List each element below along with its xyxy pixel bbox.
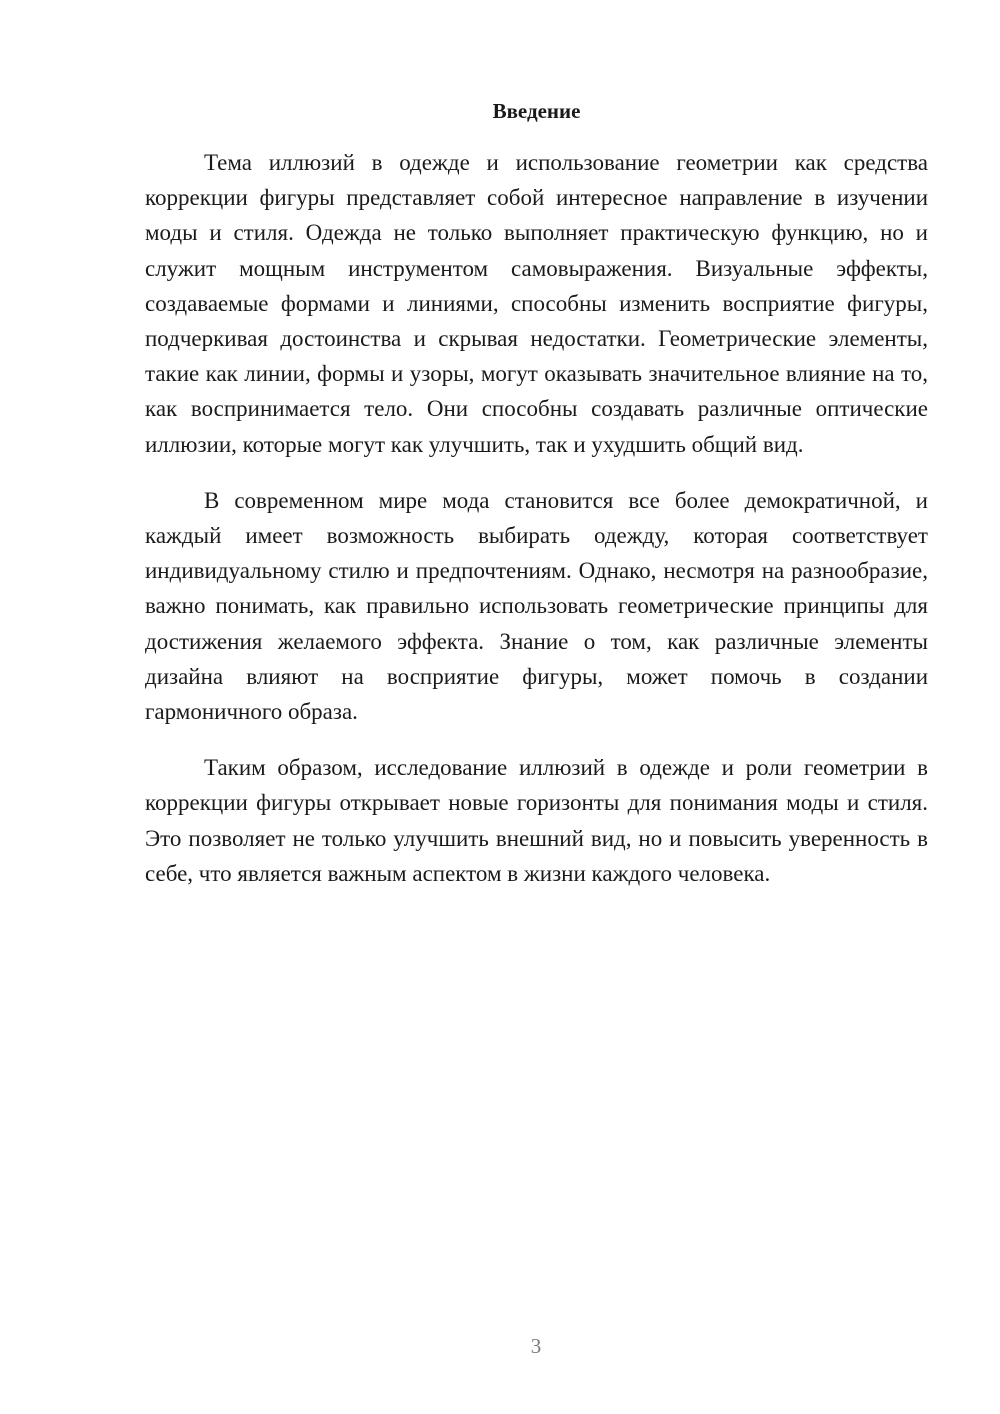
paragraph-2: В современном мире мода становится все более демократичной, и каждый имеет возможность выбирать одежду, которая соответствует индивидуальному стилю и предпочтениям. Однако, несмотря на разнообразие, важно понимать, как правильно использовать геометрические принципы для достижения желаемого эффекта. Знание о том, как различные элементы дизайна влияют на восприятие фигуры, может помочь в создании гармоничного образа. <box>145 487 928 725</box>
page-number: 3 <box>530 1334 542 1358</box>
paragraph-3: Таким образом, исследование иллюзий в одежде и роли геометрии в коррекции фигуры открывает новые горизонты для понимания моды и стиля. Это позволяет не только улучшить внешний вид, но и повысить уверенность в себе, что является важным аспектом в жизни каждого человека. <box>145 755 928 886</box>
paragraph-1: Тема иллюзий в одежде и использование геометрии как средства коррекции фигуры представляет собой интересное направление в изучении моды и стиля. Одежда не только выполняет практическую функцию, но и служит мощным инструментом самовыражения. Визуальные эффекты, создаваемые формами и линиями, способны изменить восприятие фигуры, подчеркивая достоинства и скрывая недостатки. Геометрические элементы, такие как линии, формы и узоры, могут оказывать значительное влияние на то, как воспринимается тело. Они способны создавать различные оптические иллюзии, которые могут как улучшить, так и ухудшить общий вид. <box>145 150 928 457</box>
page-body <box>145 96 928 912</box>
page-title: Введение <box>492 99 581 123</box>
